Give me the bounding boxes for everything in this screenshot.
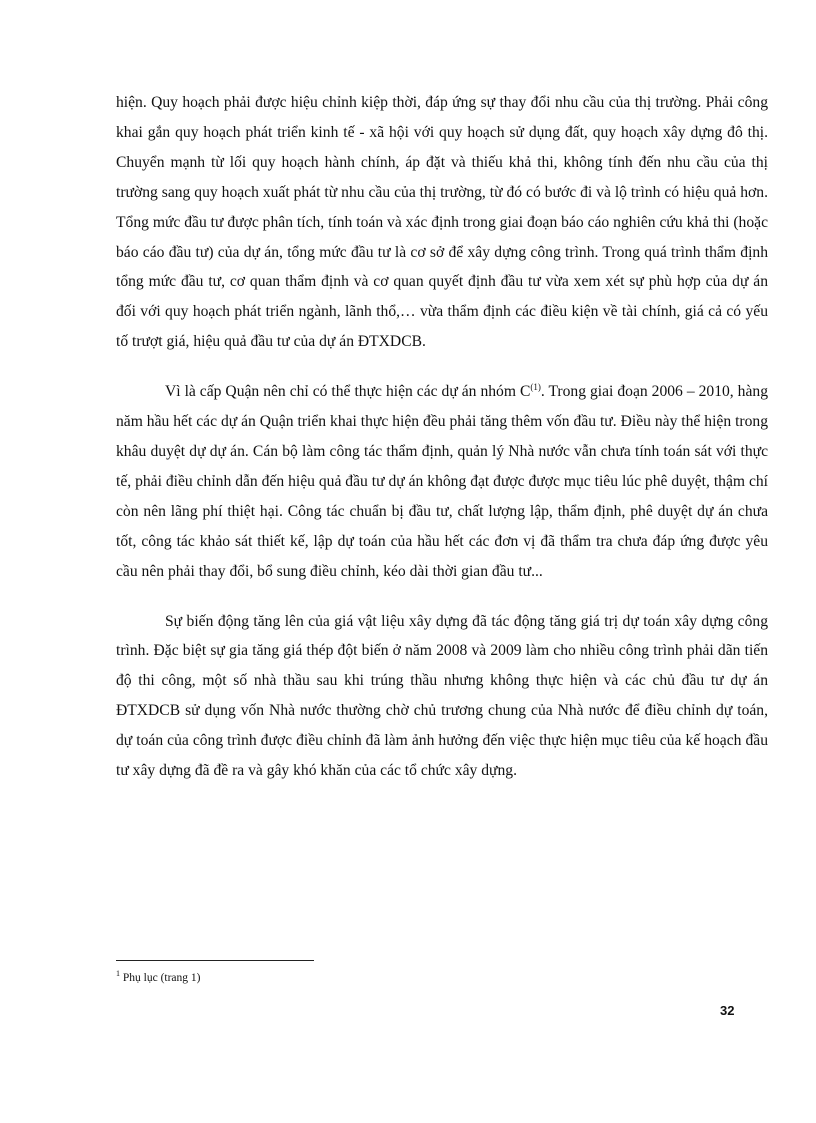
paragraph-2-rest: . Trong giai đoạn 2006 – 2010, hàng năm hầu hết các dự án Quận triển khai thực hiện đều phải tăng thêm vốn đầu tư. Điều này thể hiện trong khâu duyệt dự dự án. Cán bộ làm công tác thẩm định, quản lý Nhà nước vẫn chưa tính toán sát với thực tế, phải điều chỉnh dẫn đến hiệu quả đầu tư dự án không đạt được được mục tiêu lúc phê duyệt, thậm chí còn nên lãng phí thiệt hại. Công tác chuẩn bị đầu tư, chất lượng lập, thẩm định, phê duyệt dự án chưa tốt, công tác khảo sát thiết kế, lập dự toán của hầu hết các đơn vị đã thẩm tra chưa đáp ứng được yêu cầu nên phải thay đổi, bổ sung điều chỉnh, kéo dài thời gian đầu tư... xyxy=(116,383,768,580)
paragraph-2 xyxy=(116,377,768,586)
footnote xyxy=(116,970,200,986)
paragraph-2-start: Vì là cấp Quận nên chỉ có thể thực hiện các dự án nhóm C xyxy=(165,383,531,401)
footnote-reference[interactable]: (1) xyxy=(530,381,541,392)
footnote-text: Phụ lục (trang 1) xyxy=(120,972,201,984)
footnote-separator xyxy=(116,960,314,961)
paragraph-3: Sự biến động tăng lên của giá vật liệu xây dựng đã tác động tăng giá trị dự toán xây dựng công trình. Đặc biệt sự gia tăng giá thép đột biến ở năm 2008 và 2009 làm cho nhiều công trình phải dãn tiến độ thi công, một số nhà thầu sau khi trúng thầu nhưng không thực hiện và các chủ đầu tư dự án ĐTXDCB sử dụng vốn Nhà nước thường chờ chủ trương chung của Nhà nước để điều chỉnh dự toán, dự toán của công trình được điều chỉnh đã làm ảnh hưởng đến việc thực hiện mục tiêu của kế hoạch đầu tư xây dựng đã đề ra và gây khó khăn của các tổ chức xây dựng. xyxy=(116,612,768,780)
body-text xyxy=(116,88,768,786)
paragraph-1: hiện. Quy hoạch phải được hiệu chỉnh kiệp thời, đáp ứng sự thay đổi nhu cầu của thị trường. Phải công khai gắn quy hoạch phát triển kinh tế - xã hội với quy hoạch sử dụng đất, quy hoạch xây dựng đô thị. Chuyển mạnh từ lối quy hoạch hành chính, áp đặt và thiếu khả thi, không tính đến nhu cầu của thị trường sang quy hoạch xuất phát từ nhu cầu của thị trường, từ đó có bước đi và lộ trình có hiệu quả hơn. Tổng mức đầu tư được phân tích, tính toán và xác định trong giai đoạn báo cáo nghiên cứu khả thi (hoặc báo cáo đầu tư) của dự án, tổng mức đầu tư là cơ sở để xây dựng công trình. Trong quá trình thẩm định tổng mức đầu tư, cơ quan thẩm định và cơ quan quyết định đầu tư vừa xem xét sự phù hợp của dự án đối với quy hoạch phát triển ngành, lãnh thổ,… vừa thẩm định các điều kiện về tài chính, giá cả có yếu tố trượt giá, hiệu quả đầu tư của dự án ĐTXDCB. xyxy=(116,94,768,351)
page-number: 32 xyxy=(720,1003,735,1018)
footnote-marker: 1 xyxy=(116,969,120,979)
